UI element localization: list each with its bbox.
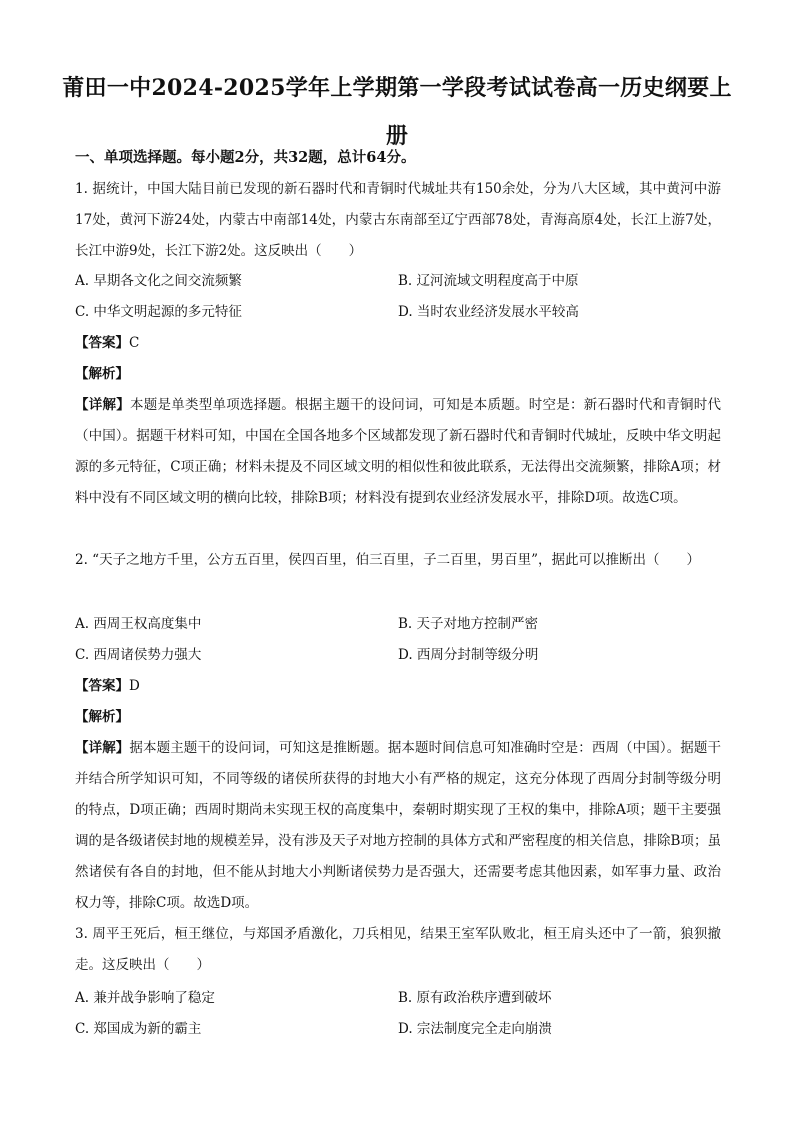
question-1-analysis-label [75,364,129,384]
section-heading: 一、单项选择题。每小题2分，共32题，总计64分。 [75,149,416,166]
answer-value: D [129,678,140,694]
question-2-detail [75,733,721,919]
analysis-label: 【解析】 [75,709,129,725]
question-3-option-c: C. 郑国成为新的霸主 [75,1021,202,1037]
question-2-option-c: C. 西周诸侯势力强大 [75,647,202,663]
question-2-option-a: A. 西周王权高度集中 [75,616,202,632]
question-2-option-d: D. 西周分封制等级分明 [398,647,539,663]
question-3-option-d: D. 宗法制度完全走向崩溃 [398,1021,552,1037]
question-2-option-b: B. 天子对地方控制严密 [398,616,539,632]
detail-label: 【详解】 [75,397,130,413]
question-2-answer [75,676,140,696]
page-title: 莆田一中2024-2025学年上学期第一学段考试试卷高一历史纲要上册 [62,75,732,149]
answer-label: 【答案】 [75,335,129,351]
question-2-stem: 2. “天子之地方千里，公方五百里，侯四百里，伯三百里，子二百里，男百里”，据此可以推断出（ ） [75,552,700,568]
question-1-option-c: C. 中华文明起源的多元特征 [75,304,242,320]
answer-label: 【答案】 [75,678,129,694]
answer-value: C [129,335,140,351]
question-1-option-d: D. 当时农业经济发展水平较高 [398,304,579,320]
question-1-detail [75,390,721,514]
question-1-option-b: B. 辽河流域文明程度高于中原 [398,273,579,289]
question-1-answer [75,333,139,353]
analysis-label: 【解析】 [75,366,129,382]
detail-text: 本题是单类型单项选择题。根据主题干的设问词，可知是本质题。时空是：新石器时代和青铜时代（中国）。据题干材料可知，中国在全国各地多个区域都发现了新石器时代和青铜时代城址，反映中华文明起源的多元特征，C项正确；材料未提及不同区域文明的相似性和彼此联系，无法得出交流频繁，排除A项；材料中没有不同区域文明的横向比较，排除B项；材料没有提到农业经济发展水平，排除D项。故选C项。 [75,397,721,506]
question-3-option-b: B. 原有政治秩序遭到破坏 [398,990,552,1006]
question-2-analysis-label [75,707,129,727]
detail-text: 据本题主题干的设问词，可知这是推断题。据本题时间信息可知准确时空是：西周（中国）。据题干并结合所学知识可知，不同等级的诸侯所获得的封地大小有严格的规定，这充分体现了西周分封制等级分明的特点，D项正确；西周时期尚未实现王权的高度集中，秦朝时期实现了王权的集中，排除A项；题干主要强调的是各级诸侯封地的规模差异，没有涉及天子对地方控制的具体方式和严密程度的相关信息，排除B项；虽然诸侯有各自的封地，但不能从封地大小判断诸侯势力是否强大，还需要考虑其他因素，如军事力量、政治权力等，排除C项。故选D项。 [75,740,722,911]
question-1-stem: 1. 据统计，中国大陆目前已发现的新石器时代和青铜时代城址共有150余处，分为八大区域，其中黄河中游17处，黄河下游24处，内蒙古中南部14处，内蒙古东南部至辽宁西部78处，青海高原4处，长江上游7处，长江中游9处，长江下游2处。这反映出（ ） [75,181,721,259]
question-3-stem: 3. 周平王死后，桓王继位，与郑国矛盾激化，刀兵相见，结果王室军队败北，桓王肩头还中了一箭，狼狈撤走。这反映出（ ） [75,926,721,973]
question-1-option-a: A. 早期各文化之间交流频繁 [75,273,242,289]
detail-label: 【详解】 [75,740,130,756]
question-3-option-a: A. 兼并战争影响了稳定 [75,990,215,1006]
